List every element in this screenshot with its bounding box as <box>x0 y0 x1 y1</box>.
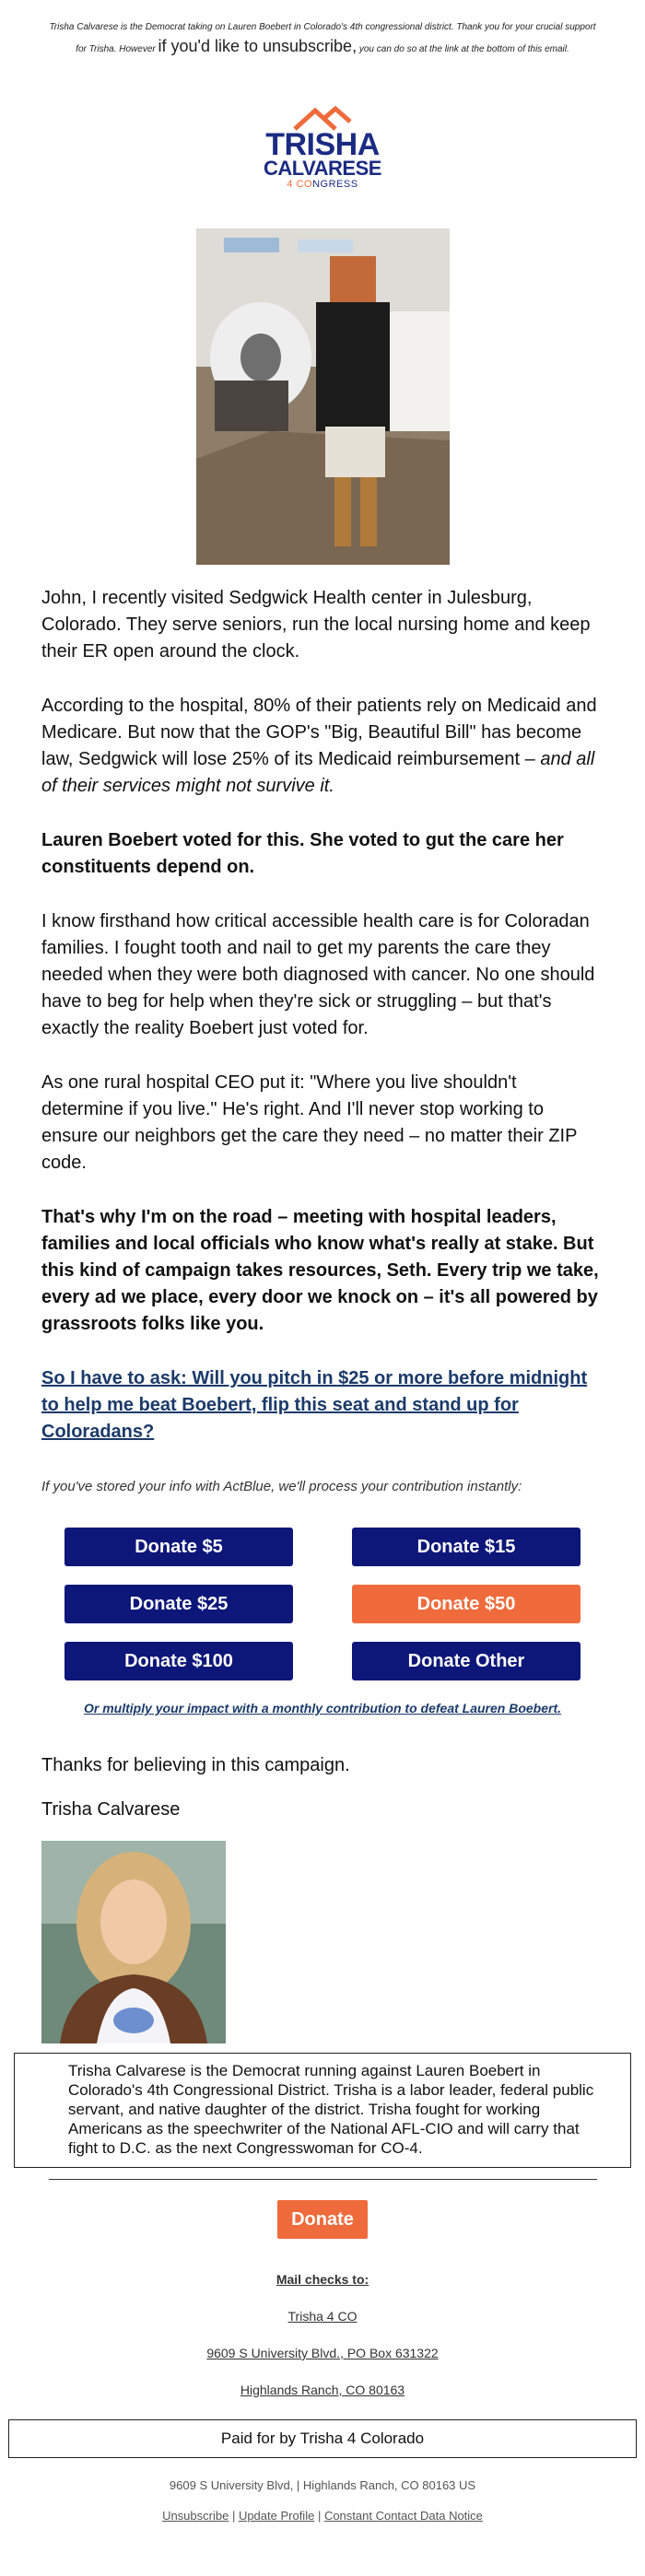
mail-city[interactable]: Highlands Ranch, CO 80163 <box>240 2383 405 2397</box>
paid-for-disclaimer: Paid for by Trisha 4 Colorado <box>8 2419 637 2458</box>
footer-donate-button[interactable]: Donate <box>277 2200 368 2239</box>
data-notice-link[interactable]: Constant Contact Data Notice <box>323 2509 483 2523</box>
mail-checks-heading: Mail checks to: <box>276 2272 369 2287</box>
donate-other-button[interactable]: Donate Other <box>352 1642 580 1680</box>
mail-checks-block <box>0 2261 645 2408</box>
footer-links: Unsubscribe | Update Profile | Constant Contact Data Notice <box>162 2509 483 2523</box>
divider <box>49 2179 597 2180</box>
thanks-line: Thanks for believing in this campaign. <box>41 1755 350 1775</box>
unsubscribe-link[interactable]: Unsubscribe <box>162 2509 229 2523</box>
signoff <box>41 1752 604 2043</box>
body-paragraph-5: As one rural hospital CEO put it: "Where you live shouldn't determine if you live." He's right. And I'll never stop working to ensure our neighbors get the care they need – no matter their ZIP code. <box>41 1072 578 1173</box>
campaign-logo <box>249 105 396 190</box>
preheader-line-1: Trisha Calvarese is the Democrat taking on Lauren Boebert in Colorado's 4th congressional district. Thank you for your crucial support <box>49 22 596 32</box>
actblue-note: If you've stored your info with ActBlue, we'll process your contribution instantly: <box>41 1479 522 1494</box>
logo-line-4-congress: 4 CONGRESS <box>287 179 358 190</box>
donate-button-grid <box>64 1528 580 1680</box>
body-paragraph-3: Lauren Boebert voted for this. She voted to gut the care her constituents depend on. <box>41 830 564 877</box>
signature-name: Trisha Calvarese <box>41 1799 181 1820</box>
donate-ask-link[interactable]: So I have to ask: Will you pitch in $25 or more before midnight to help me beat Boebert, flip this seat and stand up for Coloradans? <box>41 1368 588 1442</box>
mail-street[interactable]: 9609 S University Blvd., PO Box 631322 <box>206 2346 439 2360</box>
donate-100-button[interactable]: Donate $100 <box>64 1642 293 1680</box>
preheader-line-2a: for Trisha. However <box>76 44 156 54</box>
monthly-contribution-link[interactable]: Or multiply your impact with a monthly contribution to defeat Lauren Boebert. <box>83 1701 562 1715</box>
hero-photo <box>196 228 450 565</box>
body-paragraph-6: That's why I'm on the road – meeting with hospital leaders, families and local officials who know what's really at stake. But this kind of campaign takes resources, Seth. Every trip we take, every ad we place, every door we knock on – it's all powered by grassroots folks like you. <box>41 1207 599 1334</box>
preheader <box>37 18 608 59</box>
candidate-bio-box: Trisha Calvarese is the Democrat running against Lauren Boebert in Colorado's 4th Congressional District. Trisha is a labor leader, federal public servant, and native daughter of the district. Trisha fought for working Americans as the speechwriter of the National AFL-CIO and will carry that fight to D.C. as the next Congresswoman for CO-4. <box>14 2053 631 2168</box>
donate-5-button[interactable]: Donate $5 <box>64 1528 293 1566</box>
footer-address: 9609 S University Blvd, | Highlands Ranch, CO 80163 US <box>169 2478 476 2492</box>
email-body <box>41 585 604 1500</box>
logo-line-trisha: TRISHA <box>265 127 380 162</box>
donate-15-button[interactable]: Donate $15 <box>352 1528 580 1566</box>
candidate-portrait <box>41 1841 226 2043</box>
donate-50-button[interactable]: Donate $50 <box>352 1585 580 1623</box>
preheader-line-2 <box>37 37 608 59</box>
donate-25-button[interactable]: Donate $25 <box>64 1585 293 1623</box>
body-paragraph-4: I know firsthand how critical accessible health care is for Coloradan families. I fought tooth and nail to get my parents the care they needed when they were both diagnosed with cancer. No one should have to beg for help when they're sick or struggling – but that's exactly the reality Boebert just voted for. <box>41 911 595 1038</box>
logo-line-calvarese: CALVARESE <box>264 157 381 180</box>
mail-name[interactable]: Trisha 4 CO <box>287 2309 358 2324</box>
body-paragraph-2: According to the hospital, 80% of their patients rely on Medicaid and Medicare. But now that the GOP's "Big, Beautiful Bill" has become law, Sedgwick will lose 25% of its Medicaid reimbursement – and all of their services might not survive it. <box>41 696 597 796</box>
update-profile-link[interactable]: Update Profile <box>238 2509 315 2523</box>
body-paragraph-1: John, I recently visited Sedgwick Health center in Julesburg, Colorado. They serve seniors, run the local nursing home and keep their ER open around the clock. <box>41 588 591 662</box>
preheader-line-2c: you can do so at the link at the bottom of this email. <box>358 44 569 54</box>
preheader-unsubscribe-text: if you'd like to unsubscribe, <box>158 37 358 55</box>
